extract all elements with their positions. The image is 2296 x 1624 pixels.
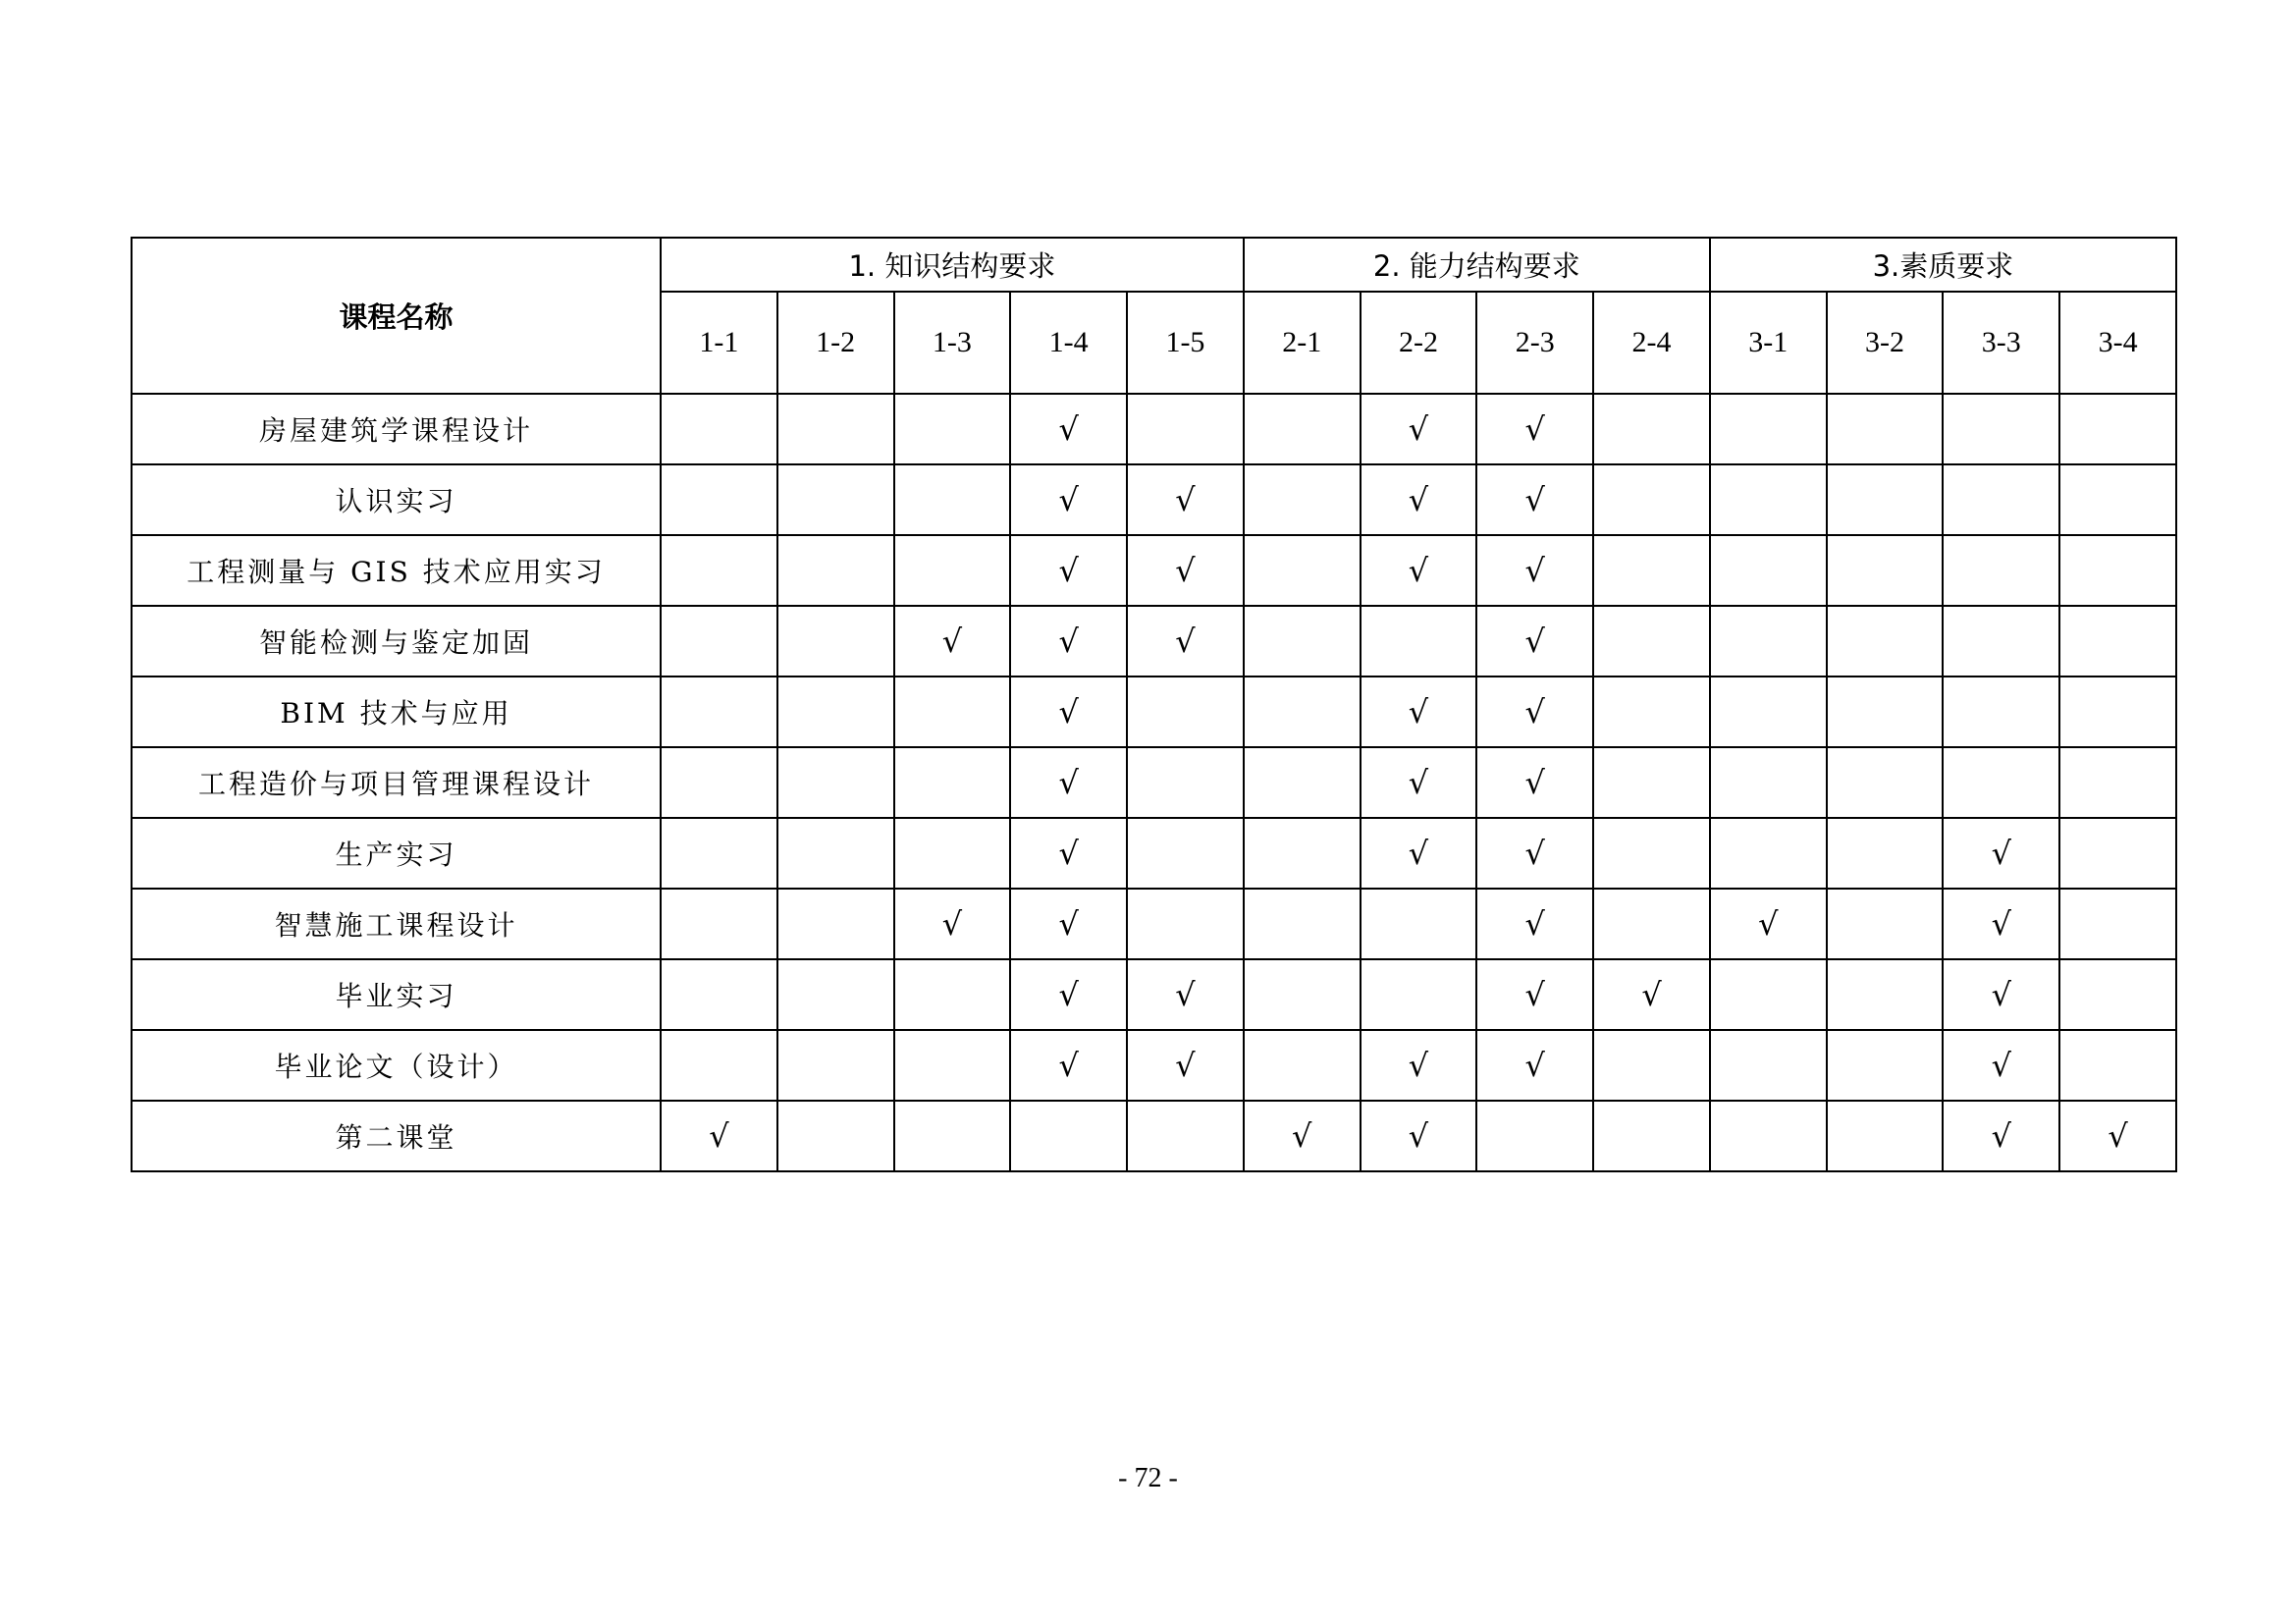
empty-cell	[2059, 535, 2176, 606]
check-mark-cell: √	[1010, 747, 1127, 818]
empty-cell	[1710, 959, 1827, 1030]
empty-cell	[894, 464, 1011, 535]
empty-cell	[1710, 394, 1827, 464]
table-row	[132, 606, 2176, 677]
requirement-code-header: 3-1	[1710, 292, 1827, 394]
empty-cell	[894, 818, 1011, 889]
table-row	[132, 1101, 2176, 1171]
check-mark-cell: √	[1943, 1101, 2059, 1171]
empty-cell	[1827, 959, 1944, 1030]
empty-cell	[777, 677, 894, 747]
empty-cell	[1244, 677, 1361, 747]
empty-cell	[1127, 889, 1244, 959]
empty-cell	[894, 1101, 1011, 1171]
empty-cell	[1710, 677, 1827, 747]
check-mark-cell: √	[1127, 464, 1244, 535]
header-row-groups	[132, 238, 2176, 292]
check-mark-cell: √	[1010, 959, 1127, 1030]
empty-cell	[1710, 535, 1827, 606]
check-mark-cell: √	[1361, 818, 1477, 889]
empty-cell	[1827, 1101, 1944, 1171]
check-mark-cell: √	[894, 606, 1011, 677]
requirement-code-header: 1-3	[894, 292, 1011, 394]
empty-cell	[1361, 959, 1477, 1030]
empty-cell	[1710, 818, 1827, 889]
requirement-code-header: 1-4	[1010, 292, 1127, 394]
empty-cell	[1943, 677, 2059, 747]
empty-cell	[661, 1030, 777, 1101]
empty-cell	[1244, 959, 1361, 1030]
empty-cell	[2059, 677, 2176, 747]
empty-cell	[2059, 959, 2176, 1030]
empty-cell	[1593, 747, 1710, 818]
empty-cell	[1827, 606, 1944, 677]
empty-cell	[1244, 818, 1361, 889]
empty-cell	[894, 747, 1011, 818]
empty-cell	[1827, 394, 1944, 464]
check-mark-cell: √	[1127, 959, 1244, 1030]
empty-cell	[1244, 464, 1361, 535]
check-mark-cell: √	[1943, 959, 2059, 1030]
empty-cell	[1244, 394, 1361, 464]
empty-cell	[1244, 606, 1361, 677]
empty-cell	[1361, 606, 1477, 677]
empty-cell	[894, 1030, 1011, 1101]
requirement-code-header: 3-2	[1827, 292, 1944, 394]
requirement-group-header: 3.素质要求	[1710, 238, 2176, 292]
check-mark-cell: √	[1361, 464, 1477, 535]
requirement-code-header: 2-2	[1361, 292, 1477, 394]
empty-cell	[661, 606, 777, 677]
empty-cell	[2059, 464, 2176, 535]
empty-cell	[661, 677, 777, 747]
empty-cell	[1127, 747, 1244, 818]
empty-cell	[1010, 1101, 1127, 1171]
course-name: 毕业实习	[132, 959, 661, 1030]
course-name: 生产实习	[132, 818, 661, 889]
course-name: 工程造价与项目管理课程设计	[132, 747, 661, 818]
check-mark-cell: √	[1127, 1030, 1244, 1101]
table-row	[132, 959, 2176, 1030]
empty-cell	[1127, 677, 1244, 747]
empty-cell	[2059, 818, 2176, 889]
empty-cell	[1710, 1101, 1827, 1171]
requirement-code-header: 1-2	[777, 292, 894, 394]
check-mark-cell: √	[1593, 959, 1710, 1030]
empty-cell	[1710, 1030, 1827, 1101]
empty-cell	[2059, 606, 2176, 677]
check-mark-cell: √	[1127, 535, 1244, 606]
empty-cell	[661, 889, 777, 959]
check-mark-cell: √	[1476, 535, 1593, 606]
empty-cell	[1827, 747, 1944, 818]
requirement-group-header: 1. 知识结构要求	[661, 238, 1244, 292]
empty-cell	[777, 747, 894, 818]
course-name-header: 课程名称	[132, 238, 661, 394]
empty-cell	[777, 606, 894, 677]
requirement-code-header: 3-4	[2059, 292, 2176, 394]
empty-cell	[1827, 677, 1944, 747]
table-row	[132, 747, 2176, 818]
empty-cell	[894, 394, 1011, 464]
check-mark-cell: √	[1476, 606, 1593, 677]
empty-cell	[1127, 394, 1244, 464]
empty-cell	[1593, 677, 1710, 747]
check-mark-cell: √	[1010, 394, 1127, 464]
check-mark-cell: √	[894, 889, 1011, 959]
check-mark-cell: √	[1010, 464, 1127, 535]
empty-cell	[777, 464, 894, 535]
check-mark-cell: √	[1476, 747, 1593, 818]
requirement-code-header: 1-1	[661, 292, 777, 394]
check-mark-cell: √	[1476, 959, 1593, 1030]
empty-cell	[1943, 464, 2059, 535]
course-requirement-matrix	[131, 237, 2177, 1172]
empty-cell	[894, 959, 1011, 1030]
check-mark-cell: √	[1710, 889, 1827, 959]
check-mark-cell: √	[1244, 1101, 1361, 1171]
empty-cell	[777, 1101, 894, 1171]
empty-cell	[1244, 535, 1361, 606]
empty-cell	[1244, 889, 1361, 959]
empty-cell	[1593, 535, 1710, 606]
requirement-code-header: 2-4	[1593, 292, 1710, 394]
empty-cell	[1593, 606, 1710, 677]
empty-cell	[777, 818, 894, 889]
check-mark-cell: √	[1476, 677, 1593, 747]
requirement-code-header: 2-3	[1476, 292, 1593, 394]
table-row	[132, 1030, 2176, 1101]
requirement-code-header: 3-3	[1943, 292, 2059, 394]
empty-cell	[1127, 1101, 1244, 1171]
check-mark-cell: √	[1010, 889, 1127, 959]
check-mark-cell: √	[661, 1101, 777, 1171]
check-mark-cell: √	[1361, 747, 1477, 818]
empty-cell	[1244, 747, 1361, 818]
check-mark-cell: √	[1361, 535, 1477, 606]
check-mark-cell: √	[1010, 677, 1127, 747]
empty-cell	[777, 889, 894, 959]
empty-cell	[1361, 889, 1477, 959]
check-mark-cell: √	[1010, 1030, 1127, 1101]
course-name: 毕业论文（设计）	[132, 1030, 661, 1101]
empty-cell	[661, 394, 777, 464]
check-mark-cell: √	[1127, 606, 1244, 677]
empty-cell	[661, 535, 777, 606]
empty-cell	[2059, 889, 2176, 959]
empty-cell	[2059, 1030, 2176, 1101]
page-number: - 72 -	[1118, 1463, 1178, 1493]
empty-cell	[661, 818, 777, 889]
check-mark-cell: √	[1476, 464, 1593, 535]
table-row	[132, 818, 2176, 889]
empty-cell	[1943, 535, 2059, 606]
empty-cell	[777, 535, 894, 606]
check-mark-cell: √	[1943, 1030, 2059, 1101]
table-row	[132, 394, 2176, 464]
empty-cell	[1943, 606, 2059, 677]
table-row	[132, 464, 2176, 535]
check-mark-cell: √	[2059, 1101, 2176, 1171]
empty-cell	[894, 535, 1011, 606]
check-mark-cell: √	[1010, 606, 1127, 677]
check-mark-cell: √	[1361, 1030, 1477, 1101]
empty-cell	[1710, 464, 1827, 535]
empty-cell	[894, 677, 1011, 747]
table-row	[132, 677, 2176, 747]
check-mark-cell: √	[1010, 818, 1127, 889]
course-name: 智能检测与鉴定加固	[132, 606, 661, 677]
check-mark-cell: √	[1476, 394, 1593, 464]
empty-cell	[2059, 747, 2176, 818]
empty-cell	[1593, 1030, 1710, 1101]
check-mark-cell: √	[1476, 818, 1593, 889]
empty-cell	[1827, 464, 1944, 535]
empty-cell	[661, 747, 777, 818]
table-row	[132, 535, 2176, 606]
requirement-code-header: 2-1	[1244, 292, 1361, 394]
empty-cell	[1476, 1101, 1593, 1171]
empty-cell	[1593, 1101, 1710, 1171]
check-mark-cell: √	[1943, 889, 2059, 959]
empty-cell	[777, 394, 894, 464]
check-mark-cell: √	[1361, 394, 1477, 464]
requirement-code-header: 1-5	[1127, 292, 1244, 394]
empty-cell	[1710, 747, 1827, 818]
empty-cell	[1827, 889, 1944, 959]
requirement-group-header: 2. 能力结构要求	[1244, 238, 1710, 292]
empty-cell	[777, 959, 894, 1030]
empty-cell	[1127, 818, 1244, 889]
check-mark-cell: √	[1361, 1101, 1477, 1171]
check-mark-cell: √	[1361, 677, 1477, 747]
empty-cell	[1593, 889, 1710, 959]
course-name: 工程测量与 GIS 技术应用实习	[132, 535, 661, 606]
course-name: 房屋建筑学课程设计	[132, 394, 661, 464]
empty-cell	[1827, 535, 1944, 606]
empty-cell	[1244, 1030, 1361, 1101]
empty-cell	[1710, 606, 1827, 677]
course-name: 认识实习	[132, 464, 661, 535]
empty-cell	[1827, 818, 1944, 889]
empty-cell	[1593, 394, 1710, 464]
empty-cell	[1593, 464, 1710, 535]
course-name: 第二课堂	[132, 1101, 661, 1171]
check-mark-cell: √	[1476, 1030, 1593, 1101]
empty-cell	[777, 1030, 894, 1101]
empty-cell	[661, 959, 777, 1030]
empty-cell	[661, 464, 777, 535]
table-row	[132, 889, 2176, 959]
empty-cell	[1943, 394, 2059, 464]
check-mark-cell: √	[1943, 818, 2059, 889]
check-mark-cell: √	[1010, 535, 1127, 606]
empty-cell	[1593, 818, 1710, 889]
course-name: BIM 技术与应用	[132, 677, 661, 747]
empty-cell	[1943, 747, 2059, 818]
check-mark-cell: √	[1476, 889, 1593, 959]
course-name: 智慧施工课程设计	[132, 889, 661, 959]
empty-cell	[1827, 1030, 1944, 1101]
empty-cell	[2059, 394, 2176, 464]
